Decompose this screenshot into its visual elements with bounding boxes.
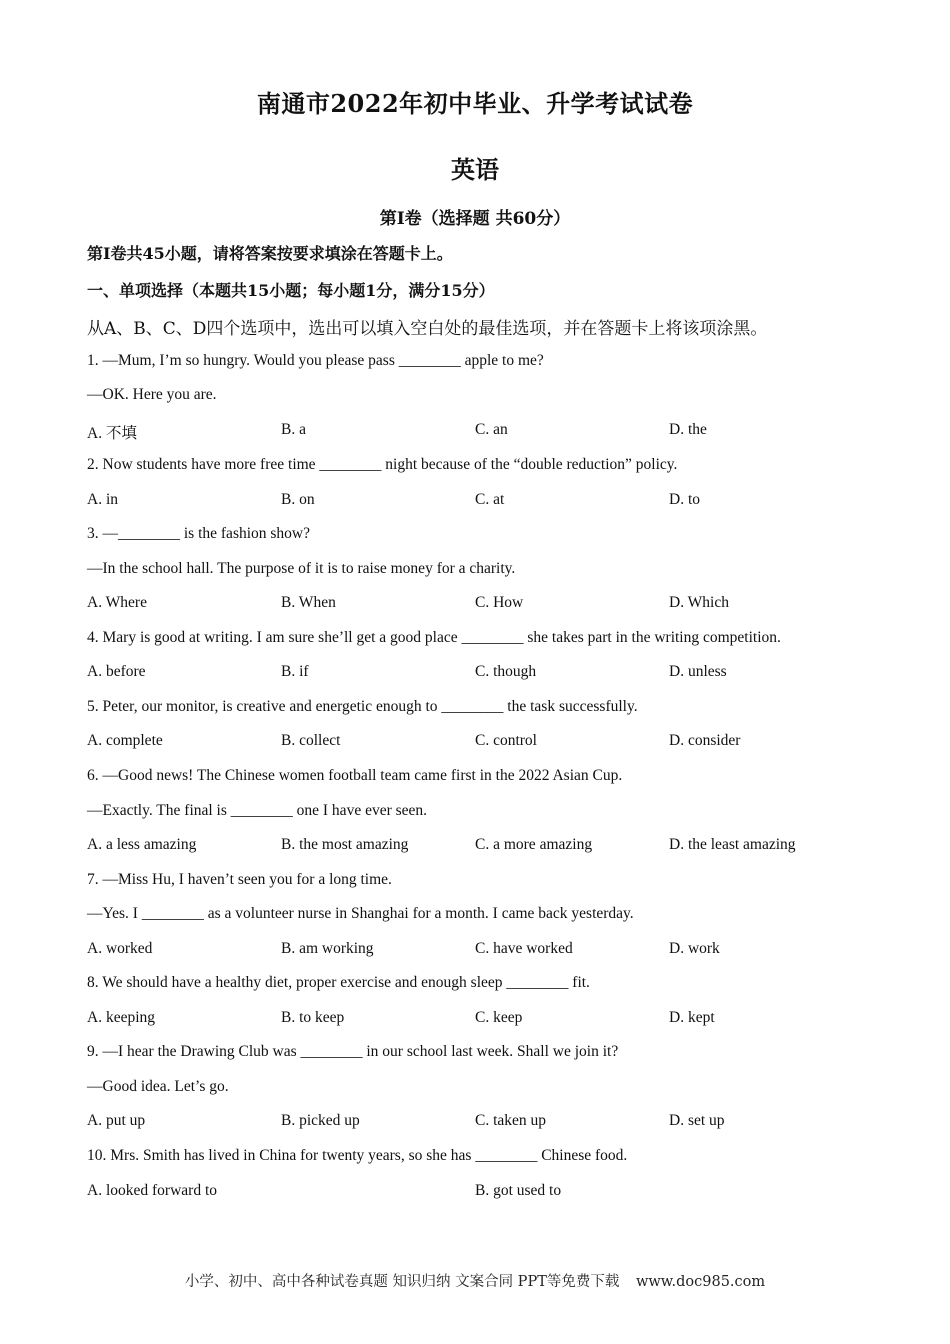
- question-5-options: [87, 732, 887, 754]
- option-a[interactable]: A. keeping: [87, 1009, 156, 1026]
- option-c[interactable]: C. keep: [475, 1009, 523, 1026]
- question-9-options: [87, 1112, 887, 1134]
- option-c[interactable]: C. a more amazing: [475, 836, 593, 853]
- question-3-options: [87, 594, 887, 616]
- option-d[interactable]: D. the: [669, 421, 707, 438]
- option-d[interactable]: D. unless: [669, 663, 727, 680]
- question-7-reply: —Yes. I ________ as a volunteer nurse in Shanghai for a month. I came back yesterday.: [87, 905, 634, 922]
- section-instruction: 从A、B、C、D四个选项中，选出可以填入空白处的最佳选项，并在答题卡上将该项涂黑。: [87, 319, 768, 339]
- option-b[interactable]: B. collect: [281, 732, 341, 749]
- option-d[interactable]: D. to: [669, 491, 700, 508]
- question-9-stem: 9. —I hear the Drawing Club was ________ in our school last week. Shall we join it?: [87, 1043, 619, 1060]
- section-heading: 一、单项选择（本题共15小题；每小题1分，满分15分）: [87, 281, 495, 300]
- option-c[interactable]: C. How: [475, 594, 524, 611]
- option-d[interactable]: D. the least amazing: [669, 836, 796, 853]
- option-d[interactable]: D. kept: [669, 1009, 715, 1026]
- exam-title: 南通市2022年初中毕业、升学考试试卷: [256, 89, 694, 118]
- option-a[interactable]: A. before: [87, 663, 146, 680]
- question-6-stem: 6. —Good news! The Chinese women football team came first in the 2022 Asian Cup.: [87, 767, 623, 784]
- question-4-options: [87, 663, 887, 685]
- option-a[interactable]: A. put up: [87, 1112, 146, 1129]
- option-a[interactable]: A. worked: [87, 940, 153, 957]
- part-note: 第Ⅰ卷共45小题，请将答案按要求填涂在答题卡上。: [87, 244, 453, 263]
- question-8-stem: 8. We should have a healthy diet, proper exercise and enough sleep ________ fit.: [87, 974, 590, 991]
- question-7-stem: 7. —Miss Hu, I haven’t seen you for a long time.: [87, 871, 392, 888]
- footer-link[interactable]: www.doc985.com: [635, 1274, 766, 1290]
- question-6-reply: —Exactly. The final is ________ one I have ever seen.: [87, 802, 428, 819]
- question-1-options: [87, 421, 887, 443]
- part-heading: 第Ⅰ卷（选择题 共60分）: [379, 209, 571, 229]
- question-6-options: [87, 836, 887, 858]
- option-b[interactable]: B. am working: [281, 940, 374, 957]
- option-b[interactable]: B. if: [281, 663, 309, 680]
- option-c[interactable]: C. an: [475, 421, 508, 438]
- footer-text: 小学、初中、高中各种试卷真题 知识归纳 文案合同 PPT等免费下载: [184, 1274, 620, 1290]
- option-b[interactable]: B. When: [281, 594, 336, 611]
- option-b[interactable]: B. to keep: [281, 1009, 345, 1026]
- option-c[interactable]: C. have worked: [475, 940, 573, 957]
- question-8-options: [87, 1009, 887, 1031]
- question-10-options: [87, 1182, 887, 1204]
- option-d[interactable]: D. set up: [669, 1112, 725, 1129]
- question-1-reply: —OK. Here you are.: [87, 386, 217, 403]
- subject-title: 英语: [451, 155, 499, 184]
- option-a[interactable]: A. a less amazing: [87, 836, 197, 853]
- question-7-options: [87, 940, 887, 962]
- option-a[interactable]: A. looked forward to: [87, 1182, 217, 1199]
- option-c[interactable]: C. though: [475, 663, 537, 680]
- option-b[interactable]: B. picked up: [281, 1112, 360, 1129]
- question-3-stem: 3. —________ is the fashion show?: [87, 525, 311, 542]
- option-b[interactable]: B. got used to: [475, 1182, 562, 1199]
- option-b[interactable]: B. the most amazing: [281, 836, 409, 853]
- option-a[interactable]: A. 不填: [87, 425, 137, 442]
- option-d[interactable]: D. consider: [669, 732, 741, 749]
- question-3-reply: —In the school hall. The purpose of it is to raise money for a charity.: [87, 560, 516, 577]
- question-10-stem: 10. Mrs. Smith has lived in China for twenty years, so she has ________ Chinese food.: [87, 1147, 628, 1164]
- page-footer: [0, 1270, 950, 1291]
- option-b[interactable]: B. on: [281, 491, 315, 508]
- option-d[interactable]: D. work: [669, 940, 720, 957]
- option-a[interactable]: A. Where: [87, 594, 147, 611]
- question-2-stem: 2. Now students have more free time ________ night because of the “double reduction” policy.: [87, 456, 678, 473]
- option-a[interactable]: A. complete: [87, 732, 163, 749]
- question-1-stem: 1. —Mum, I’m so hungry. Would you please pass ________ apple to me?: [87, 352, 544, 369]
- option-a[interactable]: A. in: [87, 491, 118, 508]
- option-d[interactable]: D. Which: [669, 594, 729, 611]
- question-4-stem: 4. Mary is good at writing. I am sure she’ll get a good place ________ she takes part in the writing competition.: [87, 629, 781, 646]
- option-c[interactable]: C. taken up: [475, 1112, 547, 1129]
- question-2-options: [87, 491, 887, 513]
- option-c[interactable]: C. control: [475, 732, 537, 749]
- question-9-reply: —Good idea. Let’s go.: [87, 1078, 229, 1095]
- option-c[interactable]: C. at: [475, 491, 505, 508]
- question-5-stem: 5. Peter, our monitor, is creative and energetic enough to ________ the task successfully.: [87, 698, 638, 715]
- option-b[interactable]: B. a: [281, 421, 306, 438]
